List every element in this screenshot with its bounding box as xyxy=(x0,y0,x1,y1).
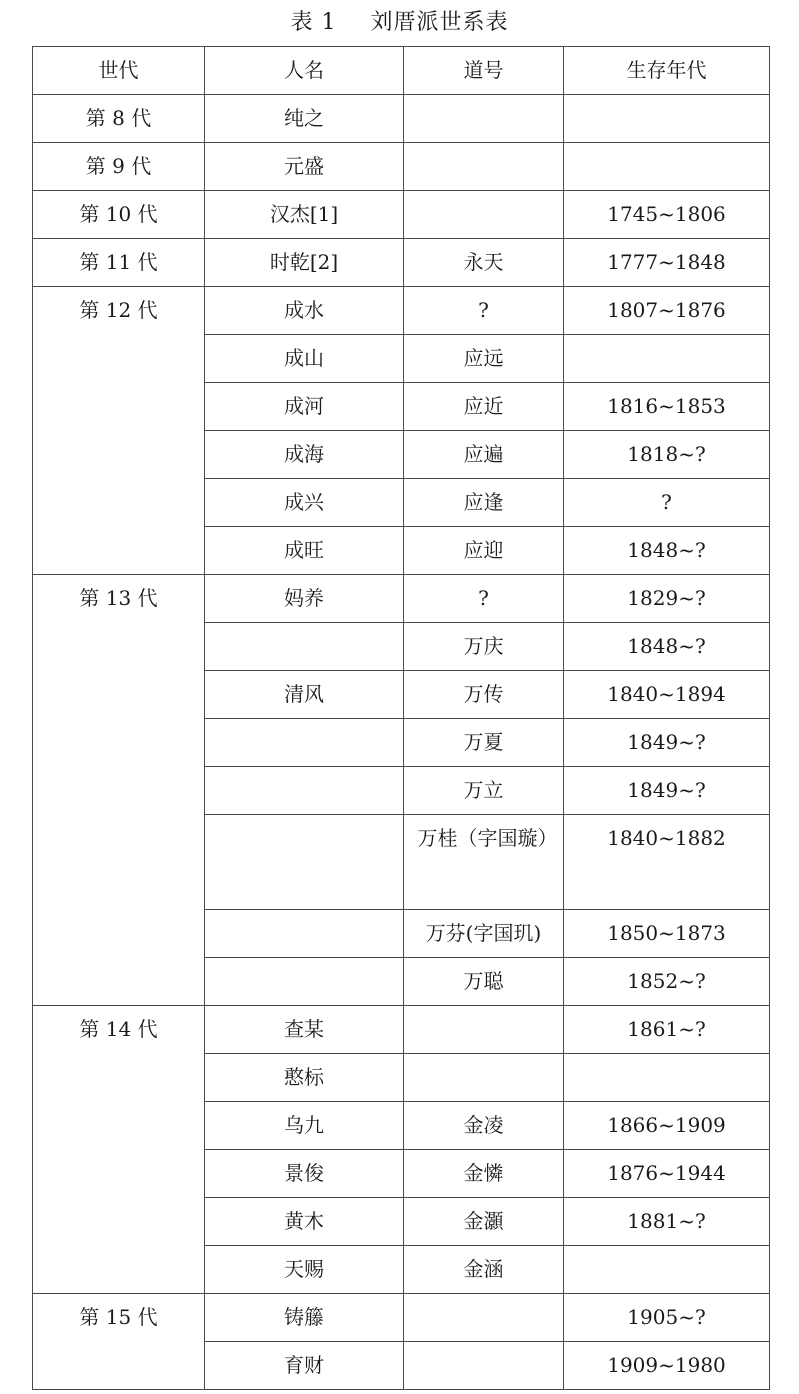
dao-name-cell: 金灝 xyxy=(404,1198,564,1246)
lifespan-cell: 1876~1944 xyxy=(564,1150,770,1198)
lifespan-cell: ? xyxy=(564,479,770,527)
header-row xyxy=(33,47,770,95)
name-cell: 天赐 xyxy=(205,1246,404,1294)
name-cell: 黄木 xyxy=(205,1198,404,1246)
lifespan-cell: 1852~? xyxy=(564,958,770,1006)
table-caption xyxy=(0,0,799,46)
name-cell: 汉杰[1] xyxy=(205,191,404,239)
table-row xyxy=(33,575,770,623)
dao-name-cell: 万芬(字国玑) xyxy=(404,910,564,958)
dao-name-cell: 金凌 xyxy=(404,1102,564,1150)
name-cell xyxy=(205,719,404,767)
dao-name-cell: 应遍 xyxy=(404,431,564,479)
name-cell xyxy=(205,815,404,910)
table-title: 刘厝派世系表 xyxy=(370,10,509,35)
table-row xyxy=(33,143,770,191)
lineage-table xyxy=(32,46,770,1390)
dao-name-cell: 万传 xyxy=(404,671,564,719)
lifespan-cell: 1905~? xyxy=(564,1294,770,1342)
lifespan-cell xyxy=(564,1054,770,1102)
table-body xyxy=(33,95,770,1390)
header-name: 人名 xyxy=(205,47,404,95)
lifespan-cell: 1829~? xyxy=(564,575,770,623)
dao-name-cell: ? xyxy=(404,287,564,335)
name-cell: 查某 xyxy=(205,1006,404,1054)
lifespan-cell: 1850~1873 xyxy=(564,910,770,958)
generation-cell: 第 13 代 xyxy=(33,575,205,1006)
dao-name-cell: 应逢 xyxy=(404,479,564,527)
name-cell: 清风 xyxy=(205,671,404,719)
lifespan-cell: 1849~? xyxy=(564,719,770,767)
dao-name-cell xyxy=(404,815,564,910)
dao-name-cell: 万立 xyxy=(404,767,564,815)
name-cell: 成海 xyxy=(205,431,404,479)
name-cell: 成水 xyxy=(205,287,404,335)
lifespan-cell: 1818~? xyxy=(564,431,770,479)
lifespan-cell: 1861~? xyxy=(564,1006,770,1054)
lifespan-cell xyxy=(564,1246,770,1294)
name-cell: 育财 xyxy=(205,1342,404,1390)
dao-name-cell: ? xyxy=(404,575,564,623)
name-cell: 妈养 xyxy=(205,575,404,623)
dao-name-cell xyxy=(404,191,564,239)
name-cell xyxy=(205,767,404,815)
name-cell: 时乾[2] xyxy=(205,239,404,287)
lifespan-cell xyxy=(564,335,770,383)
dao-name-cell: 万庆 xyxy=(404,623,564,671)
dao-name-cell xyxy=(404,1054,564,1102)
dao-name-cell xyxy=(404,1342,564,1390)
name-cell: 铸籐 xyxy=(205,1294,404,1342)
name-cell: 成兴 xyxy=(205,479,404,527)
lifespan-cell: 1816~1853 xyxy=(564,383,770,431)
dao-name-cell: 应迎 xyxy=(404,527,564,575)
name-cell: 成旺 xyxy=(205,527,404,575)
dao-name-cell: 万聪 xyxy=(404,958,564,1006)
dao-name-cell: 应近 xyxy=(404,383,564,431)
header-dao-name: 道号 xyxy=(404,47,564,95)
generation-cell: 第 9 代 xyxy=(33,143,205,191)
table-row xyxy=(33,95,770,143)
generation-cell: 第 11 代 xyxy=(33,239,205,287)
dao-name-cell: 永天 xyxy=(404,239,564,287)
dao-name-text: 万桂（字国璇） xyxy=(417,826,558,850)
name-cell: 憨标 xyxy=(205,1054,404,1102)
name-cell: 成河 xyxy=(205,383,404,431)
lifespan-cell: 1807~1876 xyxy=(564,287,770,335)
generation-cell: 第 12 代 xyxy=(33,287,205,575)
dao-name-cell xyxy=(404,95,564,143)
header-generation: 世代 xyxy=(33,47,205,95)
name-cell xyxy=(205,958,404,1006)
generation-cell: 第 10 代 xyxy=(33,191,205,239)
lifespan-cell: 1881~? xyxy=(564,1198,770,1246)
dao-name-cell: 金涵 xyxy=(404,1246,564,1294)
lifespan-cell: 1866~1909 xyxy=(564,1102,770,1150)
generation-cell: 第 14 代 xyxy=(33,1006,205,1294)
dao-name-cell: 万夏 xyxy=(404,719,564,767)
generation-cell: 第 15 代 xyxy=(33,1294,205,1390)
table-row xyxy=(33,191,770,239)
name-cell: 景俊 xyxy=(205,1150,404,1198)
header-lifespan: 生存年代 xyxy=(564,47,770,95)
dao-name-cell xyxy=(404,1294,564,1342)
lifespan-cell: 1909~1980 xyxy=(564,1342,770,1390)
name-cell: 元盛 xyxy=(205,143,404,191)
lifespan-cell: 1840~1882 xyxy=(564,815,770,910)
name-cell xyxy=(205,910,404,958)
name-cell xyxy=(205,623,404,671)
table-row xyxy=(33,239,770,287)
name-cell: 纯之 xyxy=(205,95,404,143)
table-row xyxy=(33,1294,770,1342)
lifespan-cell: 1745~1806 xyxy=(564,191,770,239)
table-row xyxy=(33,287,770,335)
dao-name-cell: 应远 xyxy=(404,335,564,383)
lifespan-cell: 1848~? xyxy=(564,623,770,671)
name-cell: 乌九 xyxy=(205,1102,404,1150)
dao-name-cell xyxy=(404,143,564,191)
table-number: 表 1 xyxy=(290,10,337,35)
lifespan-cell: 1777~1848 xyxy=(564,239,770,287)
lifespan-cell: 1840~1894 xyxy=(564,671,770,719)
lifespan-cell: 1849~? xyxy=(564,767,770,815)
lifespan-cell xyxy=(564,95,770,143)
table-row xyxy=(33,1006,770,1054)
lifespan-cell xyxy=(564,143,770,191)
dao-name-cell: 金憐 xyxy=(404,1150,564,1198)
dao-name-cell xyxy=(404,1006,564,1054)
lifespan-cell: 1848~? xyxy=(564,527,770,575)
name-cell: 成山 xyxy=(205,335,404,383)
generation-cell: 第 8 代 xyxy=(33,95,205,143)
